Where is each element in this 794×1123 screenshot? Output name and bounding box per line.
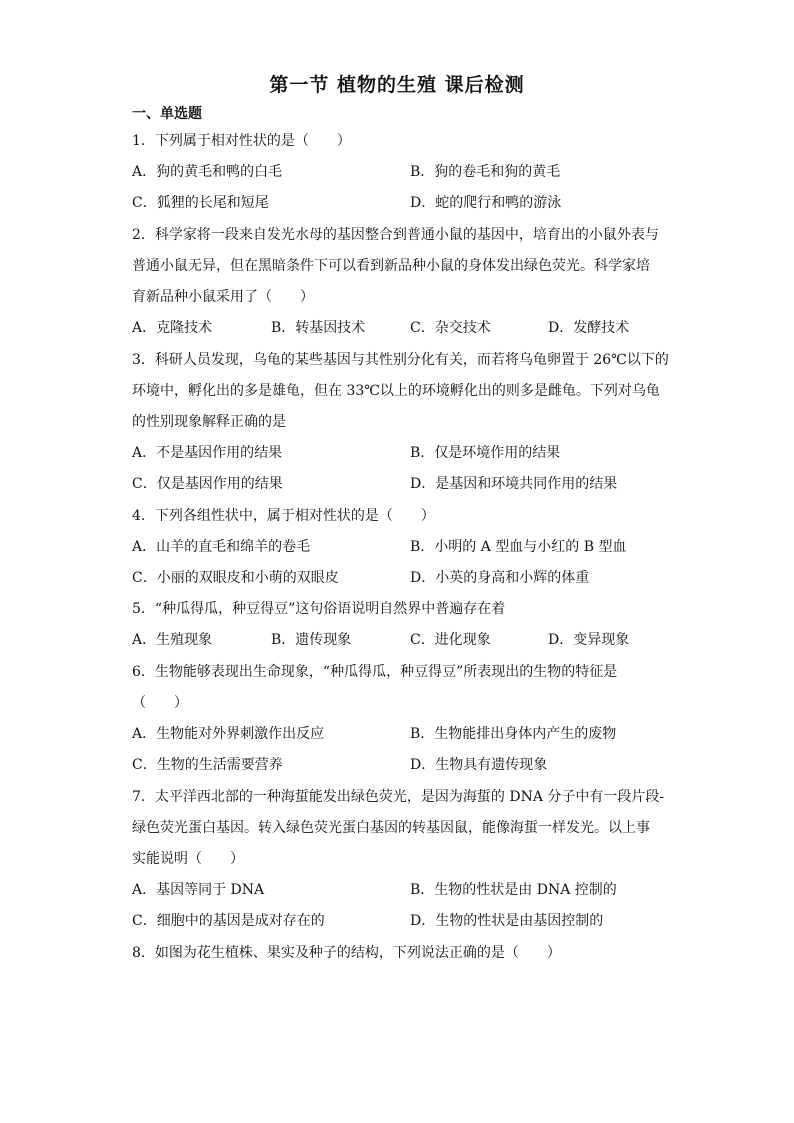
question-4-option-b: B．小明的 A 型血与小红的 B 型血 xyxy=(410,539,627,555)
question-7-option-a: A．基因等同于 DNA xyxy=(132,882,265,898)
question-3-stem-line-2: 环境中，孵化出的多是雄龟，但在 33℃以上的环境孵化出的则多是雌龟。下列对乌龟 xyxy=(132,383,660,399)
question-7-stem-line-2: 绿色荧光蛋白基因。转入绿色荧光蛋白基因的转基因鼠，能像海蜇一样发光。以上事 xyxy=(132,820,650,836)
page-title: 第一节 植物的生殖 课后检测 xyxy=(269,74,525,96)
question-7-option-d: D．生物的性状是由基因控制的 xyxy=(410,913,604,929)
question-7-option-b: B．生物的性状是由 DNA 控制的 xyxy=(410,882,617,898)
question-1-option-d: D．蛇的爬行和鸭的游泳 xyxy=(410,195,562,211)
question-5-option-d: D．变异现象 xyxy=(548,632,630,648)
question-5-option-b: B．遗传现象 xyxy=(271,632,352,648)
question-1-option-c: C．狐狸的长尾和短尾 xyxy=(132,195,269,211)
question-5-option-c: C．进化现象 xyxy=(410,632,491,648)
question-6-option-d: D．生物具有遗传现象 xyxy=(410,757,548,773)
question-5-stem: 5．“种瓜得瓜，种豆得豆”这句俗语说明自然界中普遍存在着 xyxy=(132,601,506,617)
question-5-option-a: A．生殖现象 xyxy=(132,632,213,648)
question-4-option-d: D．小英的身高和小辉的体重 xyxy=(410,570,590,586)
question-6-option-b: B．生物能排出身体内产生的废物 xyxy=(410,726,617,742)
question-2-stem-line-1: 2．科学家将一段来自发光水母的基因整合到普通小鼠的基因中，培育出的小鼠外表与 xyxy=(132,227,659,243)
question-3-option-d: D．是基因和环境共同作用的结果 xyxy=(410,476,618,492)
question-1-option-b: B．狗的卷毛和狗的黄毛 xyxy=(410,164,561,180)
question-7-stem-line-1: 7．太平洋西北部的一种海蜇能发出绿色荧光，是因为海蜇的 DNA 分子中有一段片段- xyxy=(132,789,665,805)
question-1-option-a: A．狗的黄毛和鸭的白毛 xyxy=(132,164,283,180)
question-6-stem-line-1: 6．生物能够表现出生命现象，“种瓜得瓜，种豆得豆”所表现出的生物的特征是 xyxy=(132,664,618,680)
question-2-option-a: A．克隆技术 xyxy=(132,320,213,336)
question-3-stem-line-3: 的性别现象解释正确的是 xyxy=(132,414,286,430)
question-3-stem-line-1: 3．科研人员发现，乌龟的某些基因与其性别分化有关，而若将乌龟卵置于 26℃以下的 xyxy=(132,352,669,368)
question-2-stem-line-2: 普通小鼠无异，但在黑暗条件下可以看到新品种小鼠的身体发出绿色荧光。科学家培 xyxy=(132,258,650,274)
question-6-stem-line-2: （ ） xyxy=(132,695,188,711)
question-8-stem: 8．如图为花生植株、果实及种子的结构，下列说法正确的是（ ） xyxy=(132,945,561,961)
question-4-option-c: C．小丽的双眼皮和小萌的双眼皮 xyxy=(132,570,339,586)
question-3-option-b: B．仅是环境作用的结果 xyxy=(410,445,561,461)
question-7-stem-line-3: 实能说明（ ） xyxy=(132,851,244,867)
section-heading: 一、单选题 xyxy=(132,106,202,122)
question-4-option-a: A．山羊的直毛和绵羊的卷毛 xyxy=(132,539,311,555)
question-7-option-c: C．细胞中的基因是成对存在的 xyxy=(132,913,325,929)
question-2-option-c: C．杂交技术 xyxy=(410,320,491,336)
question-2-option-b: B．转基因技术 xyxy=(271,320,366,336)
question-6-option-c: C．生物的生活需要营养 xyxy=(132,757,283,773)
question-4-stem: 4．下列各组性状中，属于相对性状的是（ ） xyxy=(132,508,435,524)
question-3-option-c: C．仅是基因作用的结果 xyxy=(132,476,283,492)
question-6-option-a: A．生物能对外界刺激作出反应 xyxy=(132,726,325,742)
question-1-stem: 1．下列属于相对性状的是（ ） xyxy=(132,133,351,149)
question-2-stem-line-3: 育新品种小鼠采用了（ ） xyxy=(132,289,314,305)
question-3-option-a: A．不是基因作用的结果 xyxy=(132,445,283,461)
question-2-option-d: D．发酵技术 xyxy=(548,320,630,336)
